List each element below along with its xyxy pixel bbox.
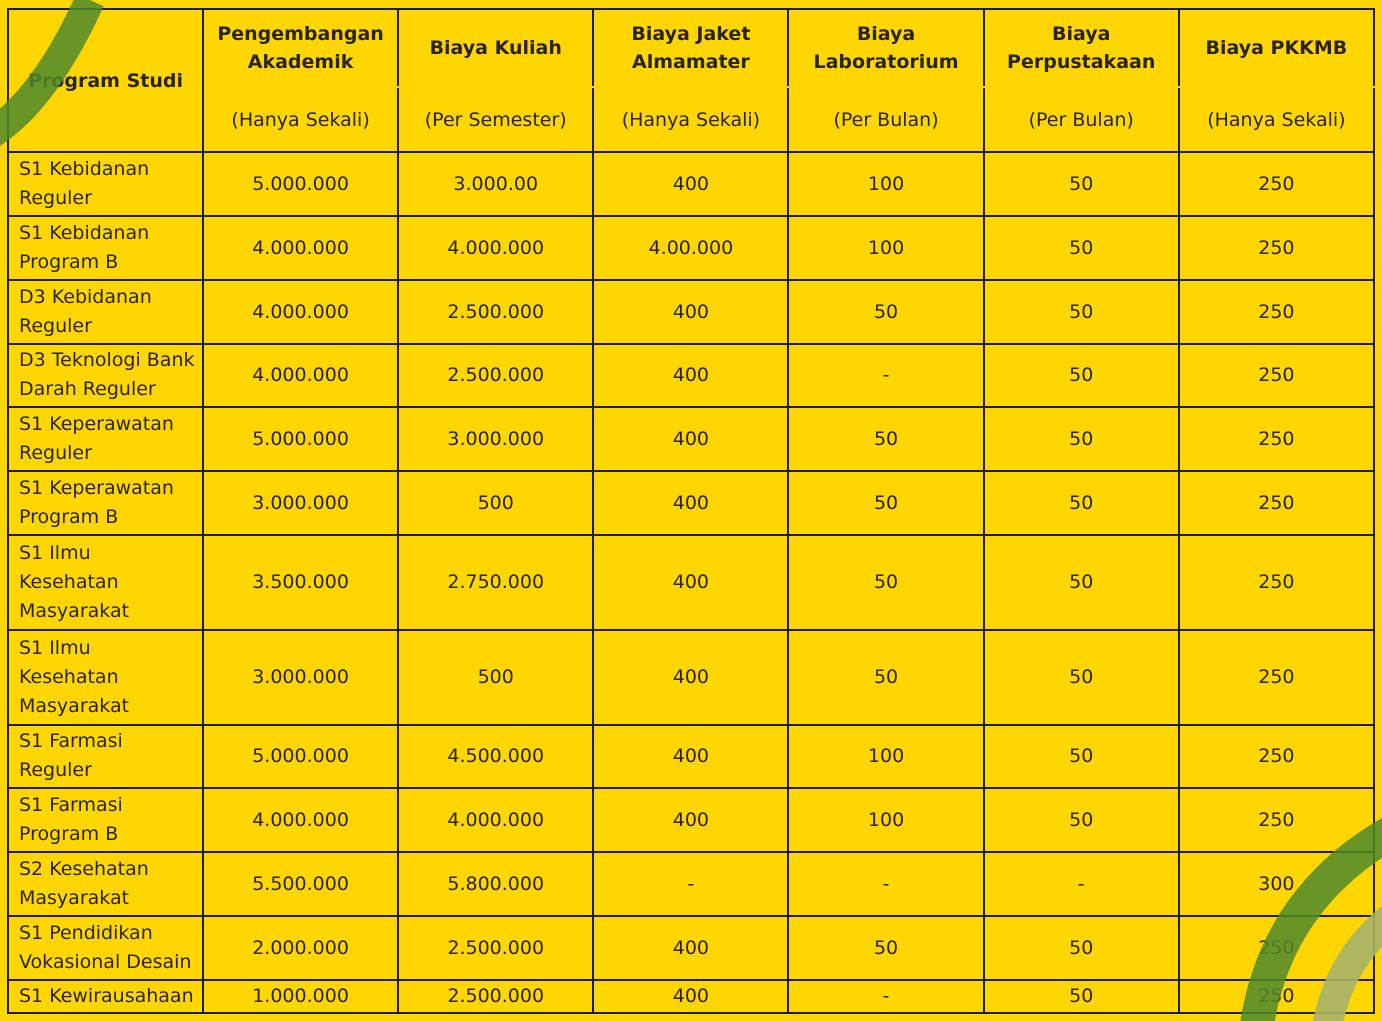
program-name [8,916,203,980]
program-name [8,407,203,471]
program-name-line: Darah Reguler [19,378,156,401]
program-name-line: Program B [19,250,119,273]
table-row [8,344,1374,408]
program-name [8,852,203,916]
table-row [8,788,1374,852]
program-name [8,788,203,852]
program-name-line: Reguler [19,759,92,782]
column-period: (Hanya Sekali) [593,87,788,152]
fee-cell: 250 [1179,407,1374,471]
program-name-line: Reguler [19,442,92,465]
column-header [788,9,983,87]
fee-cell: 400 [593,152,788,216]
fee-cell: 100 [788,216,983,280]
column-period: (Per Semester) [398,87,593,152]
fee-table [7,8,1375,1014]
fee-cell: 50 [984,535,1179,630]
fee-cell: 3.000.000 [203,630,398,725]
column-header [203,9,398,87]
program-name-line: Reguler [19,186,92,209]
table-body [8,152,1374,1013]
column-title-line: Laboratorium [813,51,959,73]
fee-cell: 300 [1179,852,1374,916]
fee-cell: 250 [1179,916,1374,980]
column-period: (Per Bulan) [984,87,1179,152]
fee-cell: 250 [1179,788,1374,852]
program-name [8,980,203,1013]
fee-cell: 50 [984,916,1179,980]
fee-cell: 250 [1179,344,1374,408]
column-header [593,9,788,87]
fee-cell: 2.500.000 [398,344,593,408]
fee-cell: 4.000.000 [203,344,398,408]
fee-cell: 250 [1179,216,1374,280]
fee-cell: 2.000.000 [203,916,398,980]
column-period: (Hanya Sekali) [1179,87,1374,152]
fee-cell: 2.750.000 [398,535,593,630]
fee-cell: 3.000.000 [398,407,593,471]
table-row [8,916,1374,980]
fee-cell: 50 [984,152,1179,216]
fee-cell: 50 [984,980,1179,1013]
program-name-line: S1 Farmasi [19,794,123,817]
header-period-row [8,87,1374,152]
program-header: Program Studi [8,9,203,152]
header-title-row [8,9,1374,87]
program-name [8,535,203,630]
fee-cell: 2.500.000 [398,916,593,980]
table-row [8,630,1374,725]
table-row [8,407,1374,471]
fee-cell: 50 [984,788,1179,852]
fee-cell: - [788,852,983,916]
table-row [8,725,1374,789]
fee-cell: - [788,980,983,1013]
program-name-line: Reguler [19,314,92,337]
fee-cell: 4.000.000 [203,280,398,344]
fee-cell: 2.500.000 [398,280,593,344]
program-name-line: Program B [19,823,119,846]
table-row [8,852,1374,916]
program-name-line: Vokasional Desain [19,950,192,973]
fee-cell: 400 [593,407,788,471]
table-header [8,9,1374,152]
program-name-line: S1 Kebidanan [19,157,150,180]
fee-cell: 100 [788,788,983,852]
fee-cell: 50 [788,280,983,344]
column-title-line: Biaya [1051,23,1111,45]
table-row [8,980,1374,1013]
column-header [1179,9,1374,87]
program-name-line: S1 Keperawatan [19,477,174,500]
program-name [8,725,203,789]
fee-cell: 250 [1179,471,1374,535]
fee-cell: 50 [788,471,983,535]
fee-cell: 50 [788,535,983,630]
program-name [8,152,203,216]
fee-cell: 500 [398,471,593,535]
program-name-line: S1 Kewirausahaan [19,984,194,1007]
fee-cell: 400 [593,280,788,344]
fee-cell: 3.000.000 [203,471,398,535]
program-name-line: S1 Kebidanan [19,221,150,244]
fee-cell: 250 [1179,535,1374,630]
column-title-line: Biaya Jaket [631,23,751,45]
fee-cell: 400 [593,980,788,1013]
program-name-line: S1 Farmasi [19,730,123,753]
program-name-line: S2 Kesehatan [19,858,149,881]
program-name [8,630,203,725]
program-name [8,471,203,535]
fee-cell: 5.000.000 [203,407,398,471]
fee-cell: 400 [593,788,788,852]
column-period: (Per Bulan) [788,87,983,152]
fee-cell: 50 [788,916,983,980]
program-name-line: S1 Pendidikan [19,921,153,944]
program-name-line: S1 Keperawatan [19,413,174,436]
fee-cell: 50 [984,471,1179,535]
program-name-line: Masyarakat [19,694,130,717]
fee-cell: 50 [984,630,1179,725]
fee-cell: 3.500.000 [203,535,398,630]
fee-cell: 400 [593,535,788,630]
fee-cell: 50 [984,216,1179,280]
fee-cell: 4.000.000 [203,216,398,280]
fee-cell: 50 [788,407,983,471]
fee-cell: - [593,852,788,916]
column-title-line: Akademik [247,51,354,73]
fee-cell: 4.000.000 [203,788,398,852]
fee-cell: 500 [398,630,593,725]
table-row [8,280,1374,344]
program-name-line: S1 Ilmu Kesehatan [19,636,119,688]
fee-cell: 5.500.000 [203,852,398,916]
program-name-line: D3 Teknologi Bank [19,349,195,372]
fee-cell: 400 [593,725,788,789]
fee-cell: 50 [984,344,1179,408]
program-name-line: Masyarakat [19,599,130,622]
table-row [8,535,1374,630]
fee-cell: 4.000.000 [398,216,593,280]
fee-cell: - [984,852,1179,916]
program-name [8,280,203,344]
fee-cell: 4.500.000 [398,725,593,789]
table-row [8,216,1374,280]
fee-cell: 100 [788,152,983,216]
column-header [984,9,1179,87]
column-title-line: Almamater [631,51,750,73]
fee-cell: 5.800.000 [398,852,593,916]
fee-cell: 4.000.000 [398,788,593,852]
program-name [8,344,203,408]
fee-cell: 50 [984,407,1179,471]
fee-cell: 250 [1179,152,1374,216]
column-title-line: Pengembangan [217,23,384,45]
program-name-line: Program B [19,506,119,529]
fee-cell: 400 [593,630,788,725]
column-title-line: Biaya Kuliah [429,37,562,59]
column-header [398,9,593,87]
fee-cell: 4.00.000 [593,216,788,280]
fee-cell: 3.000.00 [398,152,593,216]
program-name [8,216,203,280]
fee-cell: 1.000.000 [203,980,398,1013]
fee-cell: 250 [1179,725,1374,789]
fee-cell: 5.000.000 [203,152,398,216]
fee-cell: 5.000.000 [203,725,398,789]
program-name-line: D3 Kebidanan [19,285,152,308]
fee-cell: 100 [788,725,983,789]
fee-cell: 400 [593,916,788,980]
fee-cell: 400 [593,344,788,408]
column-title-line: Perpustakaan [1007,51,1156,73]
column-title-line: Biaya [856,23,916,45]
fee-cell: 50 [788,630,983,725]
column-period: (Hanya Sekali) [203,87,398,152]
fee-cell: 250 [1179,980,1374,1013]
fee-cell: 50 [984,725,1179,789]
fee-cell: 50 [984,280,1179,344]
program-name-line: S1 Ilmu Kesehatan [19,541,119,593]
fee-cell: 2.500.000 [398,980,593,1013]
column-title-line: Biaya PKKMB [1205,37,1348,59]
table-row [8,471,1374,535]
fee-cell: 250 [1179,630,1374,725]
fee-cell: - [788,344,983,408]
fee-cell: 400 [593,471,788,535]
table-row [8,152,1374,216]
program-name-line: Masyarakat [19,887,130,910]
fee-cell: 250 [1179,280,1374,344]
